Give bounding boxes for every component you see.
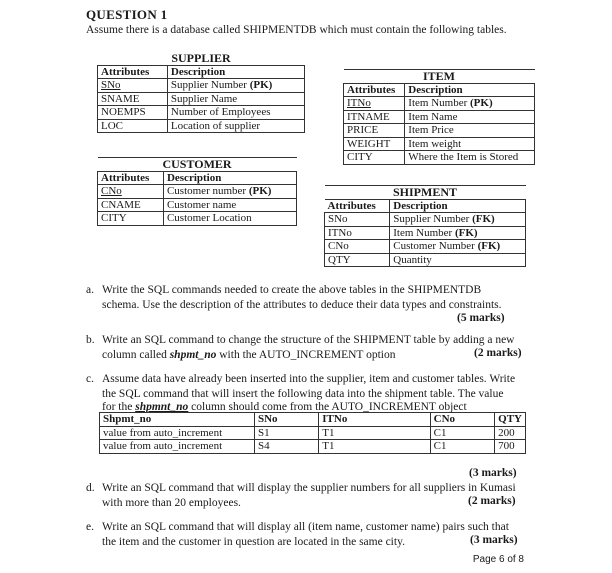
table-row	[325, 213, 526, 227]
table-header: Shpmt_no	[100, 413, 255, 427]
description-cell: Item Price	[405, 124, 535, 138]
table-header: Attributes	[344, 83, 405, 97]
table-header: Description	[167, 65, 304, 79]
question-title: QUESTION 1	[86, 7, 168, 22]
customer-caption: CUSTOMER	[98, 158, 297, 172]
supplier-table	[97, 52, 305, 133]
attribute-cell: ITNAME	[344, 110, 405, 124]
table-row	[98, 212, 297, 226]
table-header: Attributes	[98, 171, 164, 185]
attribute-cell: CNo	[98, 185, 164, 199]
part-b-marks: (2 marks)	[474, 347, 522, 359]
table-header: QTY	[495, 413, 526, 427]
table-header: ITNo	[319, 413, 430, 427]
description-cell: Quantity	[390, 253, 526, 267]
part-label: a.	[86, 284, 94, 296]
description-cell: Supplier Number (FK)	[390, 213, 526, 227]
attribute-cell: ITNo	[344, 97, 405, 111]
part-d-line-1: Write an SQL command that will display the supplier numbers for all suppliers in Kumasi	[102, 482, 516, 494]
table-row	[325, 253, 526, 267]
attribute-cell: SNo	[325, 213, 390, 227]
part-b-line-2: column called shpmt_no with the AUTO_INCREMENT option	[102, 348, 396, 361]
table-header: SNo	[254, 413, 318, 427]
attribute-cell: CITY	[344, 151, 405, 165]
description-cell: Customer Number (FK)	[390, 240, 526, 254]
table-row	[98, 92, 305, 106]
attribute-cell: NOEMPS	[98, 106, 168, 120]
item-caption: ITEM	[344, 70, 535, 84]
attribute-cell: PRICE	[344, 124, 405, 138]
part-e-line-2: the item and the customer in question are located in the same city.	[102, 535, 405, 548]
description-cell: Number of Employees	[167, 106, 304, 120]
description-cell: Item Name	[405, 110, 535, 124]
description-cell: Customer number (PK)	[163, 185, 296, 199]
attribute-cell: SNo	[98, 79, 168, 93]
table-row	[100, 426, 526, 440]
description-cell: Location of supplier	[167, 119, 304, 133]
description-cell: Supplier Name	[167, 92, 304, 106]
table-cell: T1	[319, 440, 430, 454]
table-header: Description	[405, 83, 535, 97]
item-table	[343, 69, 535, 165]
part-label: d.	[86, 482, 95, 494]
part-a-marks: (5 marks)	[457, 312, 505, 324]
shipment-table	[324, 185, 526, 267]
part-d-line-2: with more than 20 employees.	[102, 496, 241, 509]
part-a-line-2: schema. Use the description of the attributes to deduce their data types and constraints.	[102, 298, 502, 311]
part-label: b.	[86, 334, 95, 346]
table-row	[98, 106, 305, 120]
table-row	[344, 110, 535, 124]
shipment-caption: SHIPMENT	[325, 186, 526, 200]
attribute-cell: LOC	[98, 119, 168, 133]
table-cell: 700	[495, 440, 526, 454]
table-header: Description	[390, 199, 526, 213]
description-cell: Customer name	[163, 198, 296, 212]
attribute-cell: CITY	[98, 212, 164, 226]
part-c-line-2: the SQL command that will insert the following data into the shipment table. The value	[102, 387, 504, 400]
question-part-a	[86, 283, 532, 312]
table-cell: 200	[495, 426, 526, 440]
table-header: CNo	[430, 413, 494, 427]
description-cell: Item Number (PK)	[405, 97, 535, 111]
table-row	[100, 440, 526, 454]
attribute-cell: SNAME	[98, 92, 168, 106]
table-row	[344, 97, 535, 111]
table-cell: value from auto_increment	[100, 426, 255, 440]
question-part-b	[86, 333, 532, 362]
table-cell: C1	[430, 426, 494, 440]
table-cell: C1	[430, 440, 494, 454]
supplier-caption: SUPPLIER	[171, 51, 231, 65]
attribute-cell: WEIGHT	[344, 137, 405, 151]
part-c-marks: (3 marks)	[469, 467, 517, 479]
table-row	[98, 119, 305, 133]
table-row	[98, 185, 297, 199]
table-row	[98, 79, 305, 93]
shipment-insert-table	[99, 412, 526, 454]
intro-text: Assume there is a database called SHIPMENTDB which must contain the following tables.	[86, 24, 507, 36]
description-cell: Item Number (FK)	[390, 226, 526, 240]
part-c-line-1: Assume data have already been inserted into the supplier, item and customer tables. Write	[102, 373, 516, 385]
table-row	[325, 226, 526, 240]
table-row	[98, 198, 297, 212]
table-row	[344, 124, 535, 138]
description-cell: Customer Location	[163, 212, 296, 226]
table-row	[344, 137, 535, 151]
part-label: e.	[86, 521, 94, 533]
description-cell: Where the Item is Stored	[405, 151, 535, 165]
table-cell: S4	[254, 440, 318, 454]
table-cell: value from auto_increment	[100, 440, 255, 454]
table-header: Attributes	[98, 65, 168, 79]
table-header: Attributes	[325, 199, 390, 213]
table-row	[325, 240, 526, 254]
part-e-line-1: Write an SQL command that will display all (item name, customer name) pairs such that	[102, 521, 509, 533]
attribute-cell: QTY	[325, 253, 390, 267]
attribute-cell: ITNo	[325, 226, 390, 240]
customer-table	[97, 157, 297, 226]
description-cell: Item weight	[405, 137, 535, 151]
attribute-cell: CNo	[325, 240, 390, 254]
part-d-marks: (2 marks)	[468, 495, 516, 507]
question-part-e	[86, 520, 532, 549]
part-label: c.	[86, 373, 94, 385]
table-cell: T1	[319, 426, 430, 440]
part-e-marks: (3 marks)	[470, 534, 518, 546]
part-c-line-3: for the shpmnt_no column should come from the AUTO_INCREMENT object	[102, 401, 467, 413]
description-cell: Supplier Number (PK)	[167, 79, 304, 93]
table-header: Description	[163, 171, 296, 185]
table-row	[344, 151, 535, 165]
page-number: Page 6 of 8	[472, 554, 524, 565]
part-a-line-1: Write the SQL commands needed to create the above tables in the SHIPMENTDB	[102, 284, 482, 296]
table-cell: S1	[254, 426, 318, 440]
part-b-line-1: Write an SQL command to change the structure of the SHIPMENT table by adding a new	[102, 334, 515, 346]
attribute-cell: CNAME	[98, 198, 164, 212]
question-part-c	[86, 372, 532, 413]
